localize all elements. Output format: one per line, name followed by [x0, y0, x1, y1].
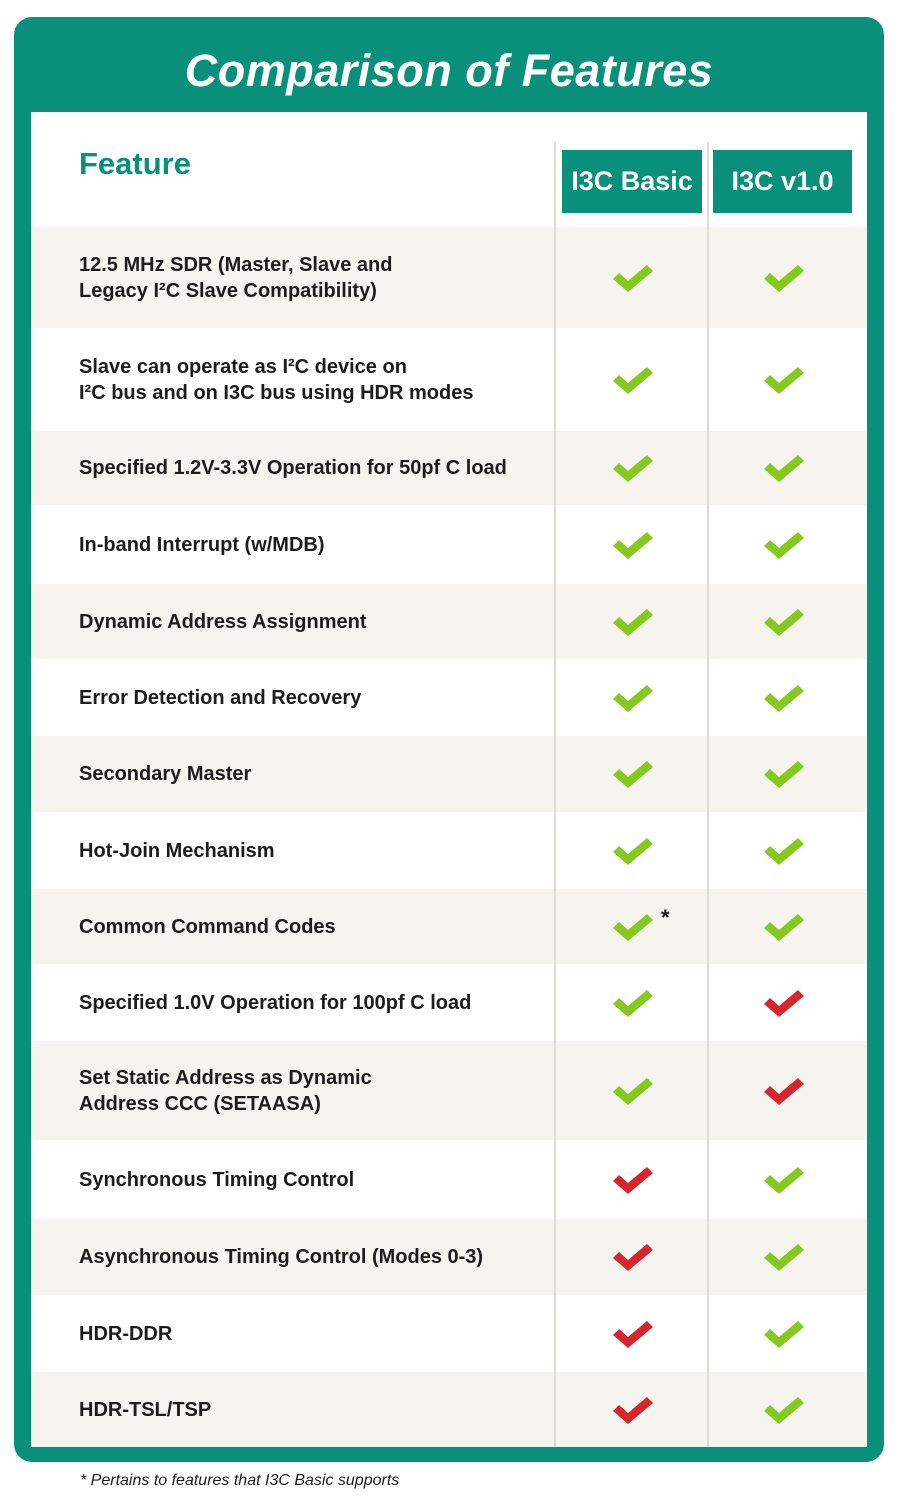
table-row — [31, 1041, 867, 1140]
i3c-v10-column-header: I3C v1.0 — [713, 150, 852, 213]
red-check-icon — [762, 1075, 806, 1107]
green-check-icon — [762, 1241, 806, 1273]
red-check-icon — [762, 987, 806, 1019]
feature-label: Set Static Address as Dynamic Address CCC (SETAASA) — [79, 1066, 372, 1115]
table-row — [31, 227, 867, 328]
green-check-icon — [762, 606, 806, 638]
red-check-icon — [611, 1318, 655, 1350]
column-divider — [707, 142, 709, 1447]
table-row — [31, 584, 867, 659]
feature-label: HDR-TSL/TSP — [79, 1398, 212, 1421]
green-check-icon — [762, 835, 806, 867]
red-check-icon — [611, 1241, 655, 1273]
green-check-icon — [611, 682, 655, 714]
footnote: * Pertains to features that I3C Basic supports — [80, 1472, 400, 1489]
table-row — [31, 431, 867, 505]
feature-label: HDR-DDR — [79, 1322, 173, 1345]
green-check-icon — [762, 262, 806, 294]
table-row — [31, 1372, 867, 1447]
feature-label: Common Command Codes — [79, 915, 336, 938]
feature-label: Secondary Master — [79, 763, 252, 785]
feature-label: Asynchronous Timing Control (Modes 0-3) — [79, 1246, 484, 1268]
green-check-icon — [611, 835, 655, 867]
table-row — [31, 1295, 867, 1372]
table-row — [31, 328, 867, 431]
feature-label: In-band Interrupt (w/MDB) — [79, 533, 325, 556]
green-check-icon — [762, 682, 806, 714]
i3c-basic-column-header: I3C Basic — [562, 150, 702, 213]
green-check-icon — [611, 262, 655, 294]
green-check-icon — [611, 987, 655, 1019]
green-check-icon — [762, 452, 806, 484]
feature-label: Specified 1.2V-3.3V Operation for 50pf C load — [79, 457, 507, 479]
table-row — [31, 1140, 867, 1219]
table-row — [31, 736, 867, 812]
comparison-table — [31, 112, 867, 1447]
table-header — [31, 112, 867, 227]
red-check-icon — [611, 1164, 655, 1196]
column-divider — [554, 142, 556, 1447]
feature-label: Dynamic Address Assignment — [79, 610, 367, 633]
red-check-icon — [611, 1394, 655, 1426]
table-row — [31, 889, 867, 964]
feature-label: Error Detection and Recovery — [79, 686, 362, 709]
green-check-icon — [611, 758, 655, 790]
green-check-icon — [611, 364, 655, 396]
green-check-icon — [762, 758, 806, 790]
green-check-icon — [762, 1394, 806, 1426]
feature-label: 12.5 MHz SDR (Master, Slave and Legacy I²C Slave Compatibility) — [79, 253, 393, 302]
feature-label: Specified 1.0V Operation for 100pf C load — [79, 991, 472, 1014]
table-row — [31, 1219, 867, 1295]
table-row — [31, 505, 867, 584]
green-check-icon — [611, 606, 655, 638]
green-check-icon — [611, 452, 655, 484]
footnote-asterisk: * — [661, 904, 670, 930]
table-row — [31, 659, 867, 736]
feature-column-header: Feature — [79, 146, 191, 181]
green-check-icon — [762, 364, 806, 396]
green-check-icon — [762, 911, 806, 943]
feature-label: Synchronous Timing Control — [79, 1168, 355, 1191]
page-title: Comparison of Features — [184, 45, 714, 96]
feature-label: Hot-Join Mechanism — [79, 839, 275, 862]
green-check-icon — [611, 529, 655, 561]
green-check-icon — [762, 1164, 806, 1196]
table-row — [31, 812, 867, 889]
comparison-card — [14, 17, 884, 1462]
feature-label: Slave can operate as I²C device on I²C bus and on I3C bus using HDR modes — [79, 355, 474, 404]
green-check-icon — [611, 911, 655, 943]
green-check-icon — [762, 1318, 806, 1350]
green-check-icon — [611, 1075, 655, 1107]
table-row — [31, 964, 867, 1041]
green-check-icon — [762, 529, 806, 561]
